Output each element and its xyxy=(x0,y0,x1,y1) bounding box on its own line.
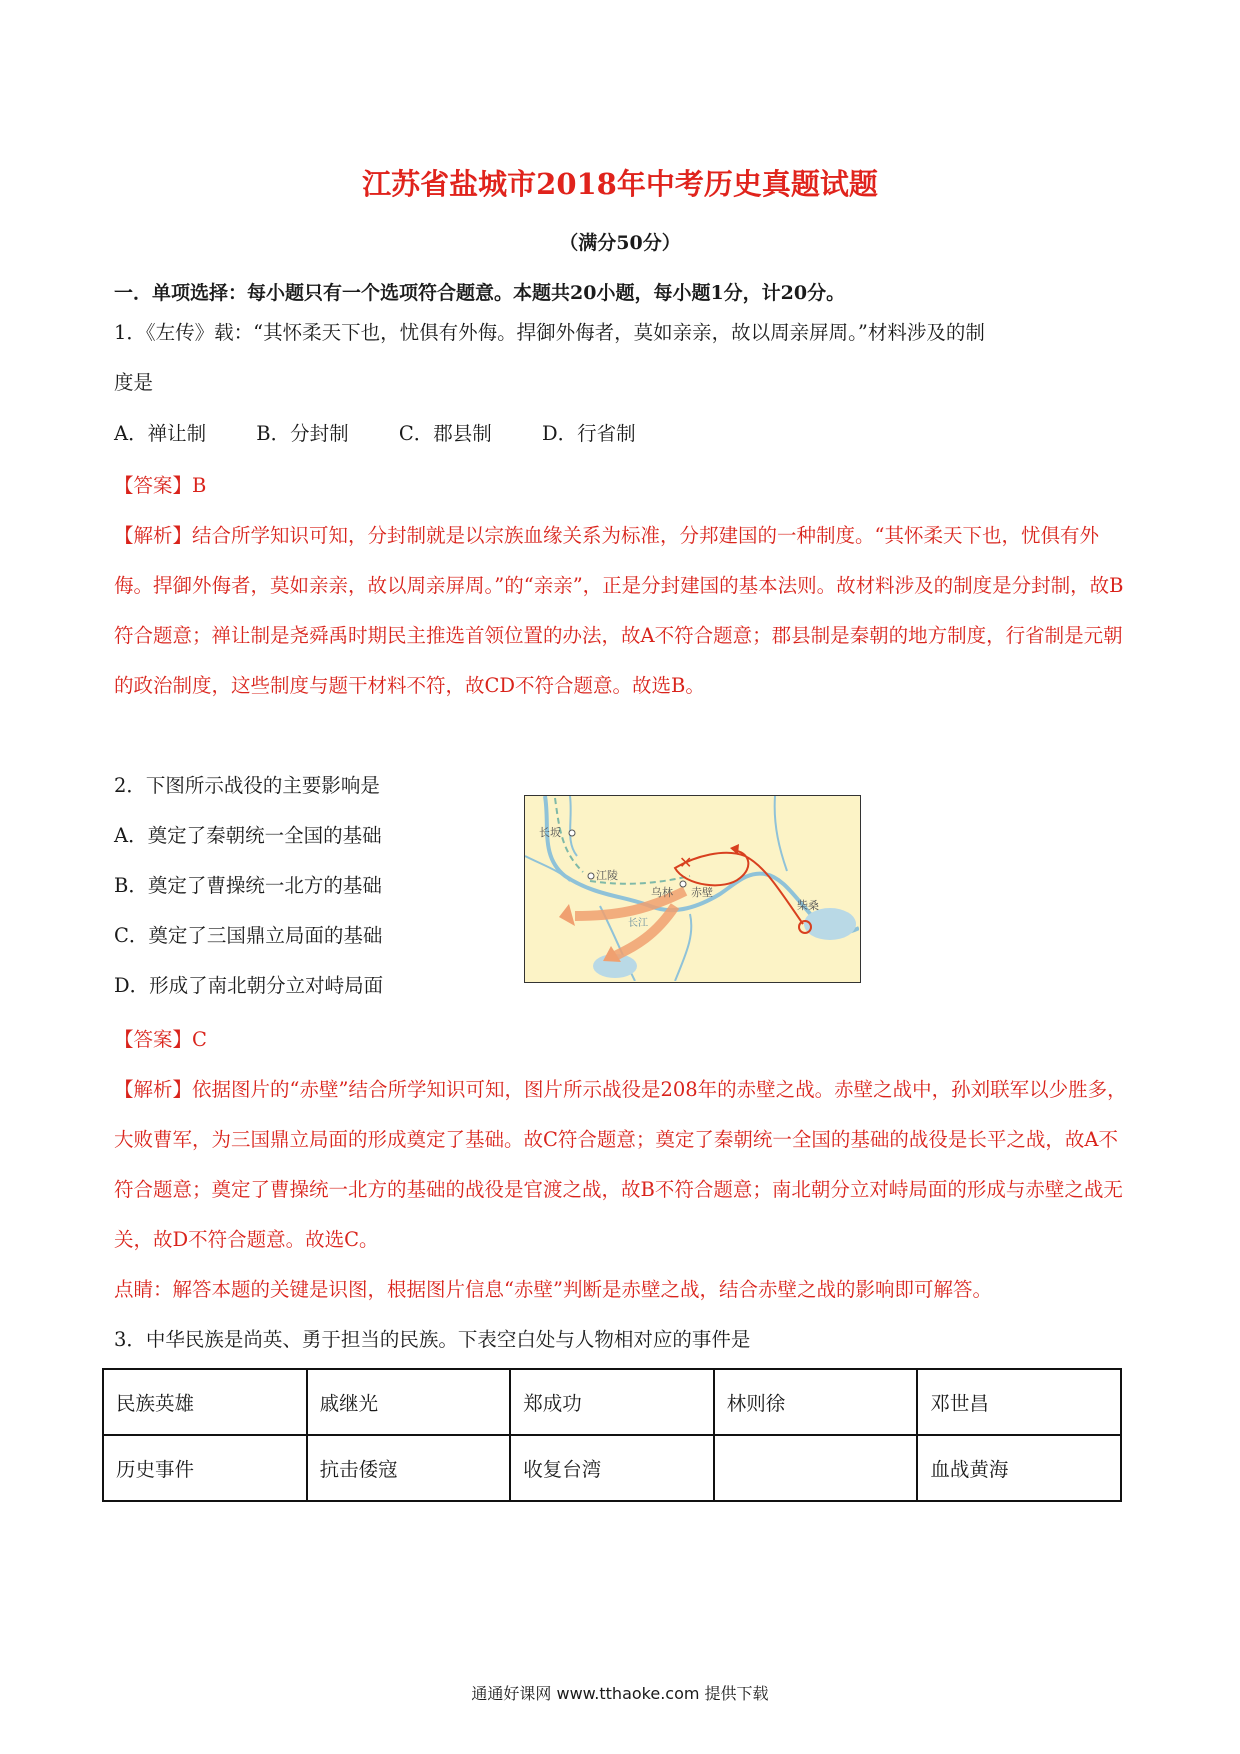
map-label-river: 长江 xyxy=(628,918,648,929)
q1-answer: 【答案】B xyxy=(114,474,207,497)
battle-map-drawing xyxy=(525,796,859,981)
q1-options xyxy=(114,418,680,446)
q1-option-b: B．分封制 xyxy=(256,422,349,445)
q2-option-d: D．形成了南北朝分立对峙局面 xyxy=(114,974,384,997)
q2-analysis xyxy=(114,1065,1134,1265)
table-cell: 抗击倭寇 xyxy=(307,1435,511,1501)
table-cell: 历史事件 xyxy=(103,1435,307,1501)
q2-analysis-label: 【解析】 xyxy=(114,1078,193,1101)
q1-option-a: A．禅让制 xyxy=(114,422,207,445)
table-cell: 郑成功 xyxy=(510,1369,714,1435)
q2-option-a: A．奠定了秦朝统一全国的基础 xyxy=(114,824,382,847)
table-cell: 民族英雄 xyxy=(103,1369,307,1435)
table-cell: 林则徐 xyxy=(714,1369,918,1435)
map-label-chaisang: 柴桑 xyxy=(797,899,819,912)
q3-table xyxy=(102,1368,1122,1502)
svg-text:✕: ✕ xyxy=(679,853,693,872)
q1-stem-line2: 度是 xyxy=(114,371,154,394)
document-title: 江苏省盐城市2018年中考历史真题试题 xyxy=(362,167,878,201)
table-cell-blank xyxy=(714,1435,918,1501)
q2-option-c: C．奠定了三国鼎立局面的基础 xyxy=(114,924,383,947)
map-label-chibi: 赤壁 xyxy=(691,886,713,899)
table-row xyxy=(103,1369,1121,1435)
map-label-jiangling: 江陵 xyxy=(596,869,618,882)
q1-analysis-label: 【解析】 xyxy=(114,524,193,547)
q2-option-b: B．奠定了曹操统一北方的基础 xyxy=(114,874,382,897)
q2-analysis-text: 依据图片的“赤壁”结合所学知识可知，图片所示战役是208年的赤壁之战。赤壁之战中，孙刘联军以少胜多，大败曹军，为三国鼎立局面的形成奠定了基础。故C符合题意；奠定了秦朝统一全国的基础的战役是长平之战，故A不符合题意；奠定了曹操统一北方的基础的战役是官渡之战，故B不符合题意；南北朝分立对峙局面的形成与赤壁之战无关，故D不符合题意。故选C。 xyxy=(114,1078,1127,1251)
table-row xyxy=(103,1435,1121,1501)
q1-stem-line1: 1．《左传》载：“其怀柔天下也，忧俱有外侮。捍御外侮者，莫如亲亲，故以周亲屏周。”材料涉及的制 xyxy=(114,321,985,344)
full-score-note: （满分50分） xyxy=(559,232,681,254)
q1-stem xyxy=(114,308,1134,408)
table-cell: 收复台湾 xyxy=(510,1435,714,1501)
q2-answer: 【答案】C xyxy=(114,1028,207,1051)
section-heading: 一．单项选择：每小题只有一个选项符合题意。本题共20小题，每小题1分，计20分。 xyxy=(114,282,846,304)
map-label-wulin: 乌林 xyxy=(651,886,673,899)
q2-stem: 2．下图所示战役的主要影响是 xyxy=(114,774,380,797)
table-cell: 戚继光 xyxy=(307,1369,511,1435)
map-label-changban: 长坂 xyxy=(539,826,561,839)
battle-map xyxy=(524,795,861,983)
table-cell: 邓世昌 xyxy=(917,1369,1121,1435)
q1-analysis-text: 结合所学知识可知，分封制就是以宗族血缘关系为标准，分邦建国的一种制度。“其怀柔天下也，忧俱有外侮。捍御外侮者，莫如亲亲，故以周亲屏周。”的“亲亲”，正是分封建国的基本法则。故材料涉及的制度是分封制，故B符合题意；禅让制是尧舜禹时期民主推选首领位置的办法，故A不符合题意；郡县制是秦朝的地方制度，行省制是元朝的政治制度，这些制度与题干材料不符，故CD不符合题意。故选B。 xyxy=(114,524,1124,697)
q2-tip: 点睛：解答本题的关键是识图，根据图片信息“赤壁”判断是赤壁之战，结合赤壁之战的影响即可解答。 xyxy=(114,1278,992,1301)
q1-option-d: D．行省制 xyxy=(541,422,636,445)
q1-option-c: C．郡县制 xyxy=(398,422,492,445)
q3-stem: 3．中华民族是尚英、勇于担当的民族。下表空白处与人物相对应的事件是 xyxy=(114,1328,751,1351)
q1-analysis xyxy=(114,511,1134,711)
table-cell: 血战黄海 xyxy=(917,1435,1121,1501)
page-footer: 通通好课网 www.tthaoke.com 提供下载 xyxy=(471,1684,769,1703)
